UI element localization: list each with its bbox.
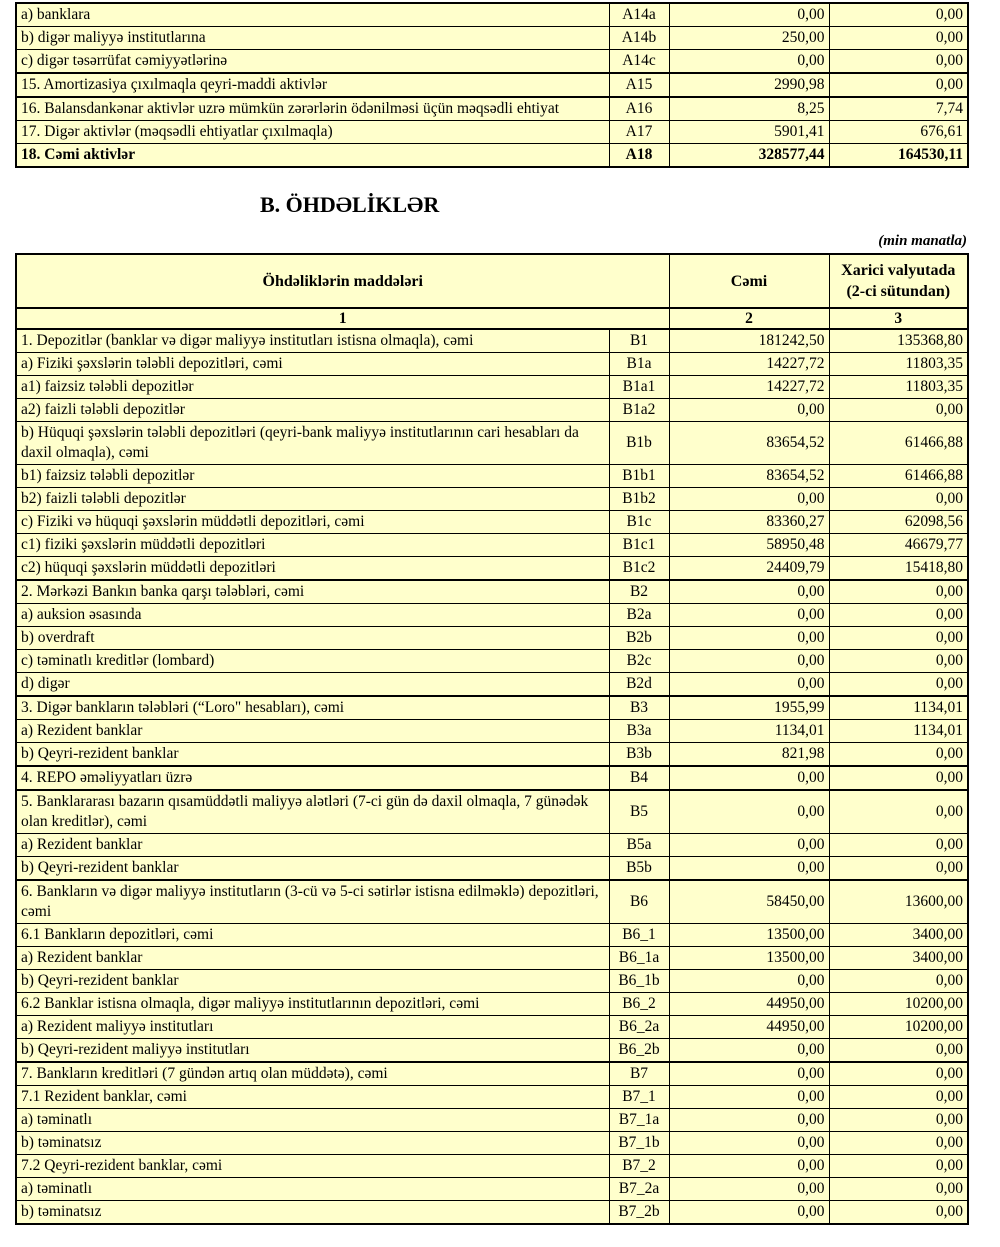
table-row xyxy=(16,1155,968,1178)
row-foreign-cell: 135368,80 xyxy=(829,329,968,353)
table-row xyxy=(16,604,968,627)
row-total-cell: 8,25 xyxy=(669,97,829,121)
table-row xyxy=(16,650,968,673)
row-label-cell: c1) fiziki şəxslərin müddətli depozitləri xyxy=(16,534,609,557)
row-foreign-cell: 0,00 xyxy=(829,1201,968,1225)
row-label-cell: 1. Depozitlər (banklar və digər maliyyə institutları istisna olmaqla), cəmi xyxy=(16,329,609,353)
row-label-cell: b) digər maliyyə institutlarına xyxy=(16,27,609,50)
table-row xyxy=(16,353,968,376)
row-total-cell: 0,00 xyxy=(669,834,829,857)
row-code-cell: A14c xyxy=(609,50,669,74)
row-code-cell: B1b xyxy=(609,422,669,465)
row-label-cell: 3. Digər bankların tələbləri (“Loro" hesabları), cəmi xyxy=(16,696,609,720)
row-label-cell: b) Hüquqi şəxslərin tələbli depozitləri (qeyri-bank maliyyə institutlarının cari hesabları da daxil olmaqla), cəmi xyxy=(16,422,609,465)
row-label-cell: 6. Bankların və digər maliyyə institutların (3-cü və 5-ci sətirlər istisna edilməklə) depozitləri, cəmi xyxy=(16,880,609,924)
row-label-cell: b1) faizsiz tələbli depozitlər xyxy=(16,465,609,488)
row-total-cell: 0,00 xyxy=(669,1201,829,1225)
row-total-cell: 328577,44 xyxy=(669,144,829,168)
table-row xyxy=(16,534,968,557)
table-row xyxy=(16,422,968,465)
row-label-cell: a) təminatlı xyxy=(16,1178,609,1201)
row-label-cell: 15. Amortizasiya çıxılmaqla qeyri-maddi aktivlər xyxy=(16,73,609,97)
row-total-cell: 0,00 xyxy=(669,790,829,834)
table-row xyxy=(16,857,968,881)
table-row xyxy=(16,766,968,790)
table-row xyxy=(16,1178,968,1201)
row-total-cell: 0,00 xyxy=(669,1086,829,1109)
row-total-cell: 0,00 xyxy=(669,627,829,650)
row-foreign-cell: 62098,56 xyxy=(829,511,968,534)
row-foreign-cell: 10200,00 xyxy=(829,1016,968,1039)
row-code-cell: B6 xyxy=(609,880,669,924)
row-label-cell: b) təminatsız xyxy=(16,1201,609,1225)
row-code-cell: B6_1 xyxy=(609,924,669,947)
row-code-cell: A15 xyxy=(609,73,669,97)
row-total-cell: 0,00 xyxy=(669,1039,829,1063)
row-code-cell: B1c2 xyxy=(609,557,669,581)
row-label-cell: c2) hüquqi şəxslərin müddətli depozitləri xyxy=(16,557,609,581)
row-total-cell: 0,00 xyxy=(669,488,829,511)
row-foreign-cell: 0,00 xyxy=(829,1039,968,1063)
row-code-cell: B1b1 xyxy=(609,465,669,488)
table-row xyxy=(16,790,968,834)
row-code-cell: B1c1 xyxy=(609,534,669,557)
row-total-cell: 83654,52 xyxy=(669,422,829,465)
row-label-cell: a1) faizsiz tələbli depozitlər xyxy=(16,376,609,399)
row-total-cell: 58450,00 xyxy=(669,880,829,924)
row-code-cell: B2a xyxy=(609,604,669,627)
row-total-cell: 0,00 xyxy=(669,673,829,697)
row-label-cell: b2) faizli tələbli depozitlər xyxy=(16,488,609,511)
table-row xyxy=(16,27,968,50)
row-code-cell: B1a2 xyxy=(609,399,669,422)
row-code-cell: B7_1b xyxy=(609,1132,669,1155)
row-foreign-cell: 13600,00 xyxy=(829,880,968,924)
row-code-cell: A18 xyxy=(609,144,669,168)
row-foreign-cell: 0,00 xyxy=(829,673,968,697)
row-total-cell: 0,00 xyxy=(669,857,829,881)
table-row xyxy=(16,673,968,697)
row-label-cell: 4. REPO əməliyyatları üzrə xyxy=(16,766,609,790)
row-foreign-cell: 0,00 xyxy=(829,488,968,511)
row-code-cell: B2d xyxy=(609,673,669,697)
table-row xyxy=(16,97,968,121)
row-label-cell: a) Rezident banklar xyxy=(16,947,609,970)
row-label-cell: a) banklara xyxy=(16,3,609,27)
table-row xyxy=(16,1086,968,1109)
table-row xyxy=(16,73,968,97)
row-foreign-cell: 0,00 xyxy=(829,1086,968,1109)
row-foreign-cell: 10200,00 xyxy=(829,993,968,1016)
row-foreign-cell: 3400,00 xyxy=(829,924,968,947)
section-b-heading: B. ÖHDƏLİKLƏR xyxy=(260,192,440,217)
table-row xyxy=(16,488,968,511)
row-foreign-cell: 0,00 xyxy=(829,766,968,790)
table-row xyxy=(16,3,968,27)
row-label-cell: 7. Bankların kreditləri (7 gündən artıq olan müddətə), cəmi xyxy=(16,1062,609,1086)
header-total-label: Cəmi xyxy=(669,254,829,308)
row-code-cell: B7_1a xyxy=(609,1109,669,1132)
row-total-cell: 13500,00 xyxy=(669,924,829,947)
row-code-cell: B5b xyxy=(609,857,669,881)
row-total-cell: 58950,48 xyxy=(669,534,829,557)
row-total-cell: 0,00 xyxy=(669,580,829,604)
row-foreign-cell: 0,00 xyxy=(829,650,968,673)
row-foreign-cell: 0,00 xyxy=(829,73,968,97)
row-foreign-cell: 0,00 xyxy=(829,399,968,422)
header-foreign-label xyxy=(829,254,968,308)
row-foreign-cell: 0,00 xyxy=(829,627,968,650)
row-code-cell: B2b xyxy=(609,627,669,650)
row-foreign-cell: 7,74 xyxy=(829,97,968,121)
row-foreign-cell: 0,00 xyxy=(829,1155,968,1178)
row-label-cell: c) digər təsərrüfat cəmiyyətlərinə xyxy=(16,50,609,74)
table-row xyxy=(16,1109,968,1132)
table-row xyxy=(16,1201,968,1225)
row-code-cell: B7_2b xyxy=(609,1201,669,1225)
row-foreign-cell: 15418,80 xyxy=(829,557,968,581)
row-code-cell: B4 xyxy=(609,766,669,790)
row-foreign-cell: 0,00 xyxy=(829,50,968,74)
row-label-cell: b) təminatsız xyxy=(16,1132,609,1155)
row-foreign-cell: 61466,88 xyxy=(829,465,968,488)
row-foreign-cell: 0,00 xyxy=(829,604,968,627)
table-row xyxy=(16,993,968,1016)
row-foreign-cell: 164530,11 xyxy=(829,144,968,168)
row-code-cell: B3b xyxy=(609,743,669,767)
row-total-cell: 44950,00 xyxy=(669,1016,829,1039)
row-code-cell: A14a xyxy=(609,3,669,27)
row-code-cell: B5a xyxy=(609,834,669,857)
table-row xyxy=(16,511,968,534)
row-label-cell: b) Qeyri-rezident banklar xyxy=(16,743,609,767)
row-label-cell: 18. Cəmi aktivlər xyxy=(16,144,609,168)
row-label-cell: b) Qeyri-rezident maliyyə institutları xyxy=(16,1039,609,1063)
table-row xyxy=(16,121,968,144)
row-label-cell: 17. Digər aktivlər (məqsədli ehtiyatlar çıxılmaqla) xyxy=(16,121,609,144)
table-row xyxy=(16,627,968,650)
row-foreign-cell: 3400,00 xyxy=(829,947,968,970)
row-code-cell: B1 xyxy=(609,329,669,353)
table-row xyxy=(16,743,968,767)
row-code-cell: B6_2a xyxy=(609,1016,669,1039)
table-row xyxy=(16,329,968,353)
liabilities-header-row xyxy=(16,254,968,308)
row-code-cell: B1c xyxy=(609,511,669,534)
row-total-cell: 0,00 xyxy=(669,650,829,673)
table-row xyxy=(16,1062,968,1086)
row-total-cell: 44950,00 xyxy=(669,993,829,1016)
row-label-cell: 7.2 Qeyri-rezident banklar, cəmi xyxy=(16,1155,609,1178)
table-row xyxy=(16,1039,968,1063)
row-total-cell: 83360,27 xyxy=(669,511,829,534)
row-label-cell: 5. Banklararası bazarın qısamüddətli maliyyə alətləri (7-ci gün də daxil olmaqla, 7 günədək olan kreditlər), cəmi xyxy=(16,790,609,834)
table-row xyxy=(16,834,968,857)
row-code-cell: B1a xyxy=(609,353,669,376)
row-label-cell: c) təminatlı kreditlər (lombard) xyxy=(16,650,609,673)
row-label-cell: a) auksion əsasında xyxy=(16,604,609,627)
row-foreign-cell: 0,00 xyxy=(829,3,968,27)
table-row xyxy=(16,696,968,720)
row-foreign-cell: 0,00 xyxy=(829,857,968,881)
table-row xyxy=(16,947,968,970)
row-total-cell: 0,00 xyxy=(669,1178,829,1201)
row-label-cell: a) Rezident maliyyə institutları xyxy=(16,1016,609,1039)
row-total-cell: 0,00 xyxy=(669,1155,829,1178)
row-label-cell: 2. Mərkəzi Bankın banka qarşı tələbləri, cəmi xyxy=(16,580,609,604)
header-foreign-line2: (2-ci sütundan) xyxy=(846,283,951,300)
row-label-cell: 6.1 Bankların depozitləri, cəmi xyxy=(16,924,609,947)
row-total-cell: 0,00 xyxy=(669,1062,829,1086)
row-total-cell: 1955,99 xyxy=(669,696,829,720)
unit-note: (min manatla) xyxy=(878,233,967,249)
row-total-cell: 24409,79 xyxy=(669,557,829,581)
row-total-cell: 0,00 xyxy=(669,50,829,74)
row-total-cell: 0,00 xyxy=(669,1132,829,1155)
row-label-cell: a) Fiziki şəxslərin tələbli depozitləri, cəmi xyxy=(16,353,609,376)
row-total-cell: 0,00 xyxy=(669,3,829,27)
table-row xyxy=(16,924,968,947)
row-label-cell: 6.2 Banklar istisna olmaqla, digər maliyyə institutlarının depozitləri, cəmi xyxy=(16,993,609,1016)
table-row xyxy=(16,144,968,168)
liabilities-table xyxy=(15,253,969,1225)
table-row xyxy=(16,1132,968,1155)
table-row xyxy=(16,580,968,604)
table-row xyxy=(16,50,968,74)
row-label-cell: d) digər xyxy=(16,673,609,697)
row-foreign-cell: 0,00 xyxy=(829,970,968,993)
row-code-cell: B2 xyxy=(609,580,669,604)
row-label-cell: 16. Balansdankənar aktivlər uzrə mümkün zərərlərin ödənilməsi üçün məqsədli ehtiyat xyxy=(16,97,609,121)
row-foreign-cell: 0,00 xyxy=(829,790,968,834)
row-foreign-cell: 676,61 xyxy=(829,121,968,144)
table-row xyxy=(16,376,968,399)
row-foreign-cell: 46679,77 xyxy=(829,534,968,557)
row-foreign-cell: 0,00 xyxy=(829,580,968,604)
row-foreign-cell: 0,00 xyxy=(829,1178,968,1201)
row-code-cell: B6_1b xyxy=(609,970,669,993)
row-foreign-cell: 0,00 xyxy=(829,1109,968,1132)
col-number-2: 2 xyxy=(669,308,829,329)
table-row xyxy=(16,399,968,422)
row-total-cell: 181242,50 xyxy=(669,329,829,353)
table-row xyxy=(16,720,968,743)
row-code-cell: B3a xyxy=(609,720,669,743)
row-label-cell: b) Qeyri-rezident banklar xyxy=(16,857,609,881)
row-label-cell: b) Qeyri-rezident banklar xyxy=(16,970,609,993)
column-number-row xyxy=(16,308,968,329)
header-foreign-line1: Xarici valyutada xyxy=(841,262,956,279)
row-foreign-cell: 11803,35 xyxy=(829,376,968,399)
row-total-cell: 0,00 xyxy=(669,604,829,627)
row-foreign-cell: 0,00 xyxy=(829,1062,968,1086)
row-code-cell: B6_2 xyxy=(609,993,669,1016)
row-foreign-cell: 0,00 xyxy=(829,834,968,857)
row-code-cell: B2c xyxy=(609,650,669,673)
row-foreign-cell: 61466,88 xyxy=(829,422,968,465)
row-total-cell: 83654,52 xyxy=(669,465,829,488)
row-total-cell: 0,00 xyxy=(669,766,829,790)
col-number-1: 1 xyxy=(16,308,669,329)
row-code-cell: B7_1 xyxy=(609,1086,669,1109)
col-number-3: 3 xyxy=(829,308,968,329)
row-total-cell: 250,00 xyxy=(669,27,829,50)
row-code-cell: B7 xyxy=(609,1062,669,1086)
row-total-cell: 13500,00 xyxy=(669,947,829,970)
row-total-cell: 0,00 xyxy=(669,399,829,422)
row-label-cell: a) Rezident banklar xyxy=(16,720,609,743)
row-total-cell: 14227,72 xyxy=(669,353,829,376)
row-code-cell: B1a1 xyxy=(609,376,669,399)
row-total-cell: 14227,72 xyxy=(669,376,829,399)
row-code-cell: B3 xyxy=(609,696,669,720)
row-total-cell: 2990,98 xyxy=(669,73,829,97)
row-code-cell: B6_1a xyxy=(609,947,669,970)
header-items-label: Öhdəliklərin maddələri xyxy=(16,254,669,308)
row-label-cell: a2) faizli tələbli depozitlər xyxy=(16,399,609,422)
row-foreign-cell: 0,00 xyxy=(829,743,968,767)
table-row xyxy=(16,880,968,924)
row-total-cell: 821,98 xyxy=(669,743,829,767)
row-total-cell: 0,00 xyxy=(669,970,829,993)
row-foreign-cell: 1134,01 xyxy=(829,696,968,720)
row-label-cell: b) overdraft xyxy=(16,627,609,650)
row-total-cell: 0,00 xyxy=(669,1109,829,1132)
row-label-cell: c) Fiziki və hüquqi şəxslərin müddətli depozitləri, cəmi xyxy=(16,511,609,534)
row-foreign-cell: 11803,35 xyxy=(829,353,968,376)
table-row xyxy=(16,465,968,488)
table-row xyxy=(16,557,968,581)
row-code-cell: A17 xyxy=(609,121,669,144)
row-foreign-cell: 0,00 xyxy=(829,1132,968,1155)
row-label-cell: a) Rezident banklar xyxy=(16,834,609,857)
table-row xyxy=(16,970,968,993)
assets-table-continuation xyxy=(15,2,969,168)
row-code-cell: B1b2 xyxy=(609,488,669,511)
row-foreign-cell: 1134,01 xyxy=(829,720,968,743)
row-label-cell: 7.1 Rezident banklar, cəmi xyxy=(16,1086,609,1109)
row-total-cell: 1134,01 xyxy=(669,720,829,743)
row-code-cell: B7_2 xyxy=(609,1155,669,1178)
row-code-cell: A14b xyxy=(609,27,669,50)
row-code-cell: B7_2a xyxy=(609,1178,669,1201)
row-code-cell: B6_2b xyxy=(609,1039,669,1063)
row-total-cell: 5901,41 xyxy=(669,121,829,144)
row-label-cell: a) təminatlı xyxy=(16,1109,609,1132)
table-row xyxy=(16,1016,968,1039)
row-code-cell: A16 xyxy=(609,97,669,121)
row-code-cell: B5 xyxy=(609,790,669,834)
row-foreign-cell: 0,00 xyxy=(829,27,968,50)
